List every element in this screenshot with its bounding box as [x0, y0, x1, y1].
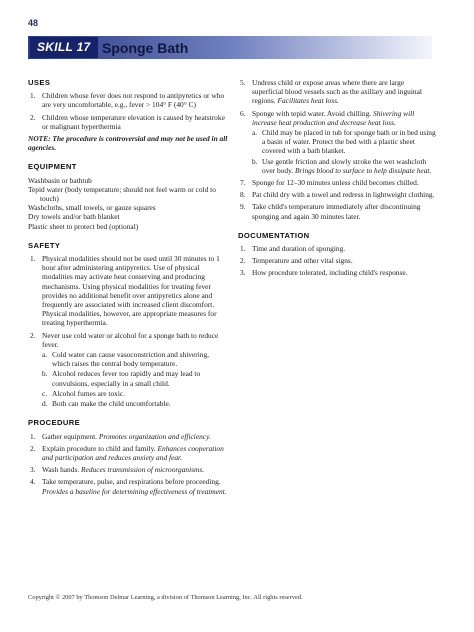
skill-badge: SKILL 17 — [30, 37, 98, 58]
list-item: 1. Physical modalities should not be used until 30 minutes to 1 hour after administering antipyretics. Use of physical modalities may activate heat conserving and producing mechanisms. Using physical modalities for treating fever provides no additional benefit over antipyretics alone and frequently are associated with increased client discomfort. Physical modalities, however, are appropriate measures for treating hyperthermia. — [30, 254, 220, 328]
procedure-continued — [238, 78, 436, 221]
uses-list — [28, 91, 228, 131]
list-item: Dry towels and/or bath blanket — [28, 212, 120, 222]
list-item: Washcloths, small towels, or gauze squares — [28, 203, 156, 213]
list-item: 3. Wash hands. Reduces transmission of microorganisms. — [30, 465, 205, 475]
documentation-list — [238, 244, 436, 278]
list-item: b. Use gentle friction and slowly stroke the wet washcloth over body. Brings blood to surface to help dissipate heat. — [252, 156, 432, 175]
list-item: 3. How procedure tolerated, including child's response. — [240, 268, 408, 278]
documentation-heading: DOCUMENTATION — [238, 230, 310, 240]
copyright-footer: Copyright © 2007 by Thomson Delmar Learning, a division of Thomson Learning, Inc. All rights reserved. — [28, 594, 303, 601]
list-item: 5. Undress child or expose areas where there are large superficial blood vessels such as the axillary and inguinal regions. Facilitates heat loss. — [240, 78, 422, 106]
list-item: d. Both can make the child uncomfortable. — [42, 399, 171, 409]
list-item: b. Alcohol reduces fever too rapidly and may lead to convulsions, especially in a small child. — [42, 369, 201, 388]
list-item: 4. Take temperature, pulse, and respirations before proceeding. Provides a baseline for determining effectiveness of treatment. — [30, 477, 227, 496]
list-item: a. Cold water can cause vasoconstriction and shivering, which raises the central body temperature. — [42, 350, 210, 369]
equipment-list — [28, 176, 228, 231]
uses-note: NOTE: The procedure is controversial and may not be used in all agencies. — [28, 134, 228, 153]
procedure-heading: PROCEDURE — [28, 418, 81, 428]
left-column — [28, 78, 228, 506]
uses-section — [28, 78, 228, 152]
procedure-section — [28, 418, 228, 495]
list-item: 2. Children whose temperature elevation is caused by heatstroke or malignant hyperthermia — [30, 112, 225, 131]
list-item: 9. Take child's temperature immediately after discontinuing sponging and again 30 minutes later. — [240, 202, 421, 221]
list-item: a. Child may be placed in tub for sponge bath or in bed using a basin of water. Protect the bed with a plastic sheet covered with a bath blanket. — [252, 128, 436, 156]
list-item: Tepid water (body temperature; should not feel warm or cold to touch) — [28, 184, 216, 204]
list-item: 2. Temperature and other vital signs. — [240, 256, 353, 266]
safety-heading: SAFETY — [28, 240, 61, 250]
list-item: 6. Sponge with tepid water. Avoid chilling. Shivering will increase heat production and decrease heat loss. a. Child may be placed in tub for sponge bath or in bed using a basin of water. Protect the bed with a plastic sheet covered with a bath blanket. b. Use gentle friction and slowly stroke the wet washcloth over body. Brings blood to surface to help dissipate heat. — [240, 108, 436, 175]
procedure-sublist — [252, 128, 436, 175]
list-item: Washbasin or bathtub — [28, 175, 92, 185]
list-item: 2. Explain procedure to child and family. Enhances cooperation and participation and reduces anxiety and fear. — [30, 443, 224, 462]
list-item: 8. Pat child dry with a towel and redress in lightweight clothing. — [240, 190, 435, 200]
equipment-section — [28, 162, 228, 230]
page-number: 48 — [28, 18, 39, 28]
procedure-list-right — [238, 78, 436, 221]
equipment-heading: EQUIPMENT — [28, 162, 77, 172]
list-item: Plastic sheet to protect bed (optional) — [28, 221, 139, 231]
safety-section — [28, 241, 228, 408]
safety-list — [28, 254, 228, 408]
list-item: 2. Never use cold water or alcohol for a sponge bath to reduce fever. a. Cold water can cause vasoconstriction and shivering, which raises the central body temperature. b. Alcohol reduces fever too rapidly and may lead to convulsions, especially in a small child. c. Alcohol fumes are toxic. d. Both can make the child uncomfortable. — [28, 331, 228, 409]
safety-sublist — [42, 350, 228, 408]
procedure-list-left — [28, 432, 228, 496]
uses-heading: USES — [28, 78, 51, 87]
list-item: 1. Gather equipment. Promotes organization and efficiency. — [30, 431, 211, 441]
right-column — [238, 78, 436, 288]
page-title: Sponge Bath — [102, 40, 189, 56]
list-item: 7. Sponge for 12–30 minutes unless child becomes chilled. — [240, 178, 419, 188]
list-item: 1. Time and duration of sponging. — [240, 244, 346, 254]
list-item: c. Alcohol fumes are toxic. — [42, 388, 126, 398]
documentation-section — [238, 231, 436, 278]
list-item: 1. Children whose fever does not respond to antipyretics or who are very uncomfortable, e.g., fever > 104° F (40° C) — [30, 91, 225, 110]
